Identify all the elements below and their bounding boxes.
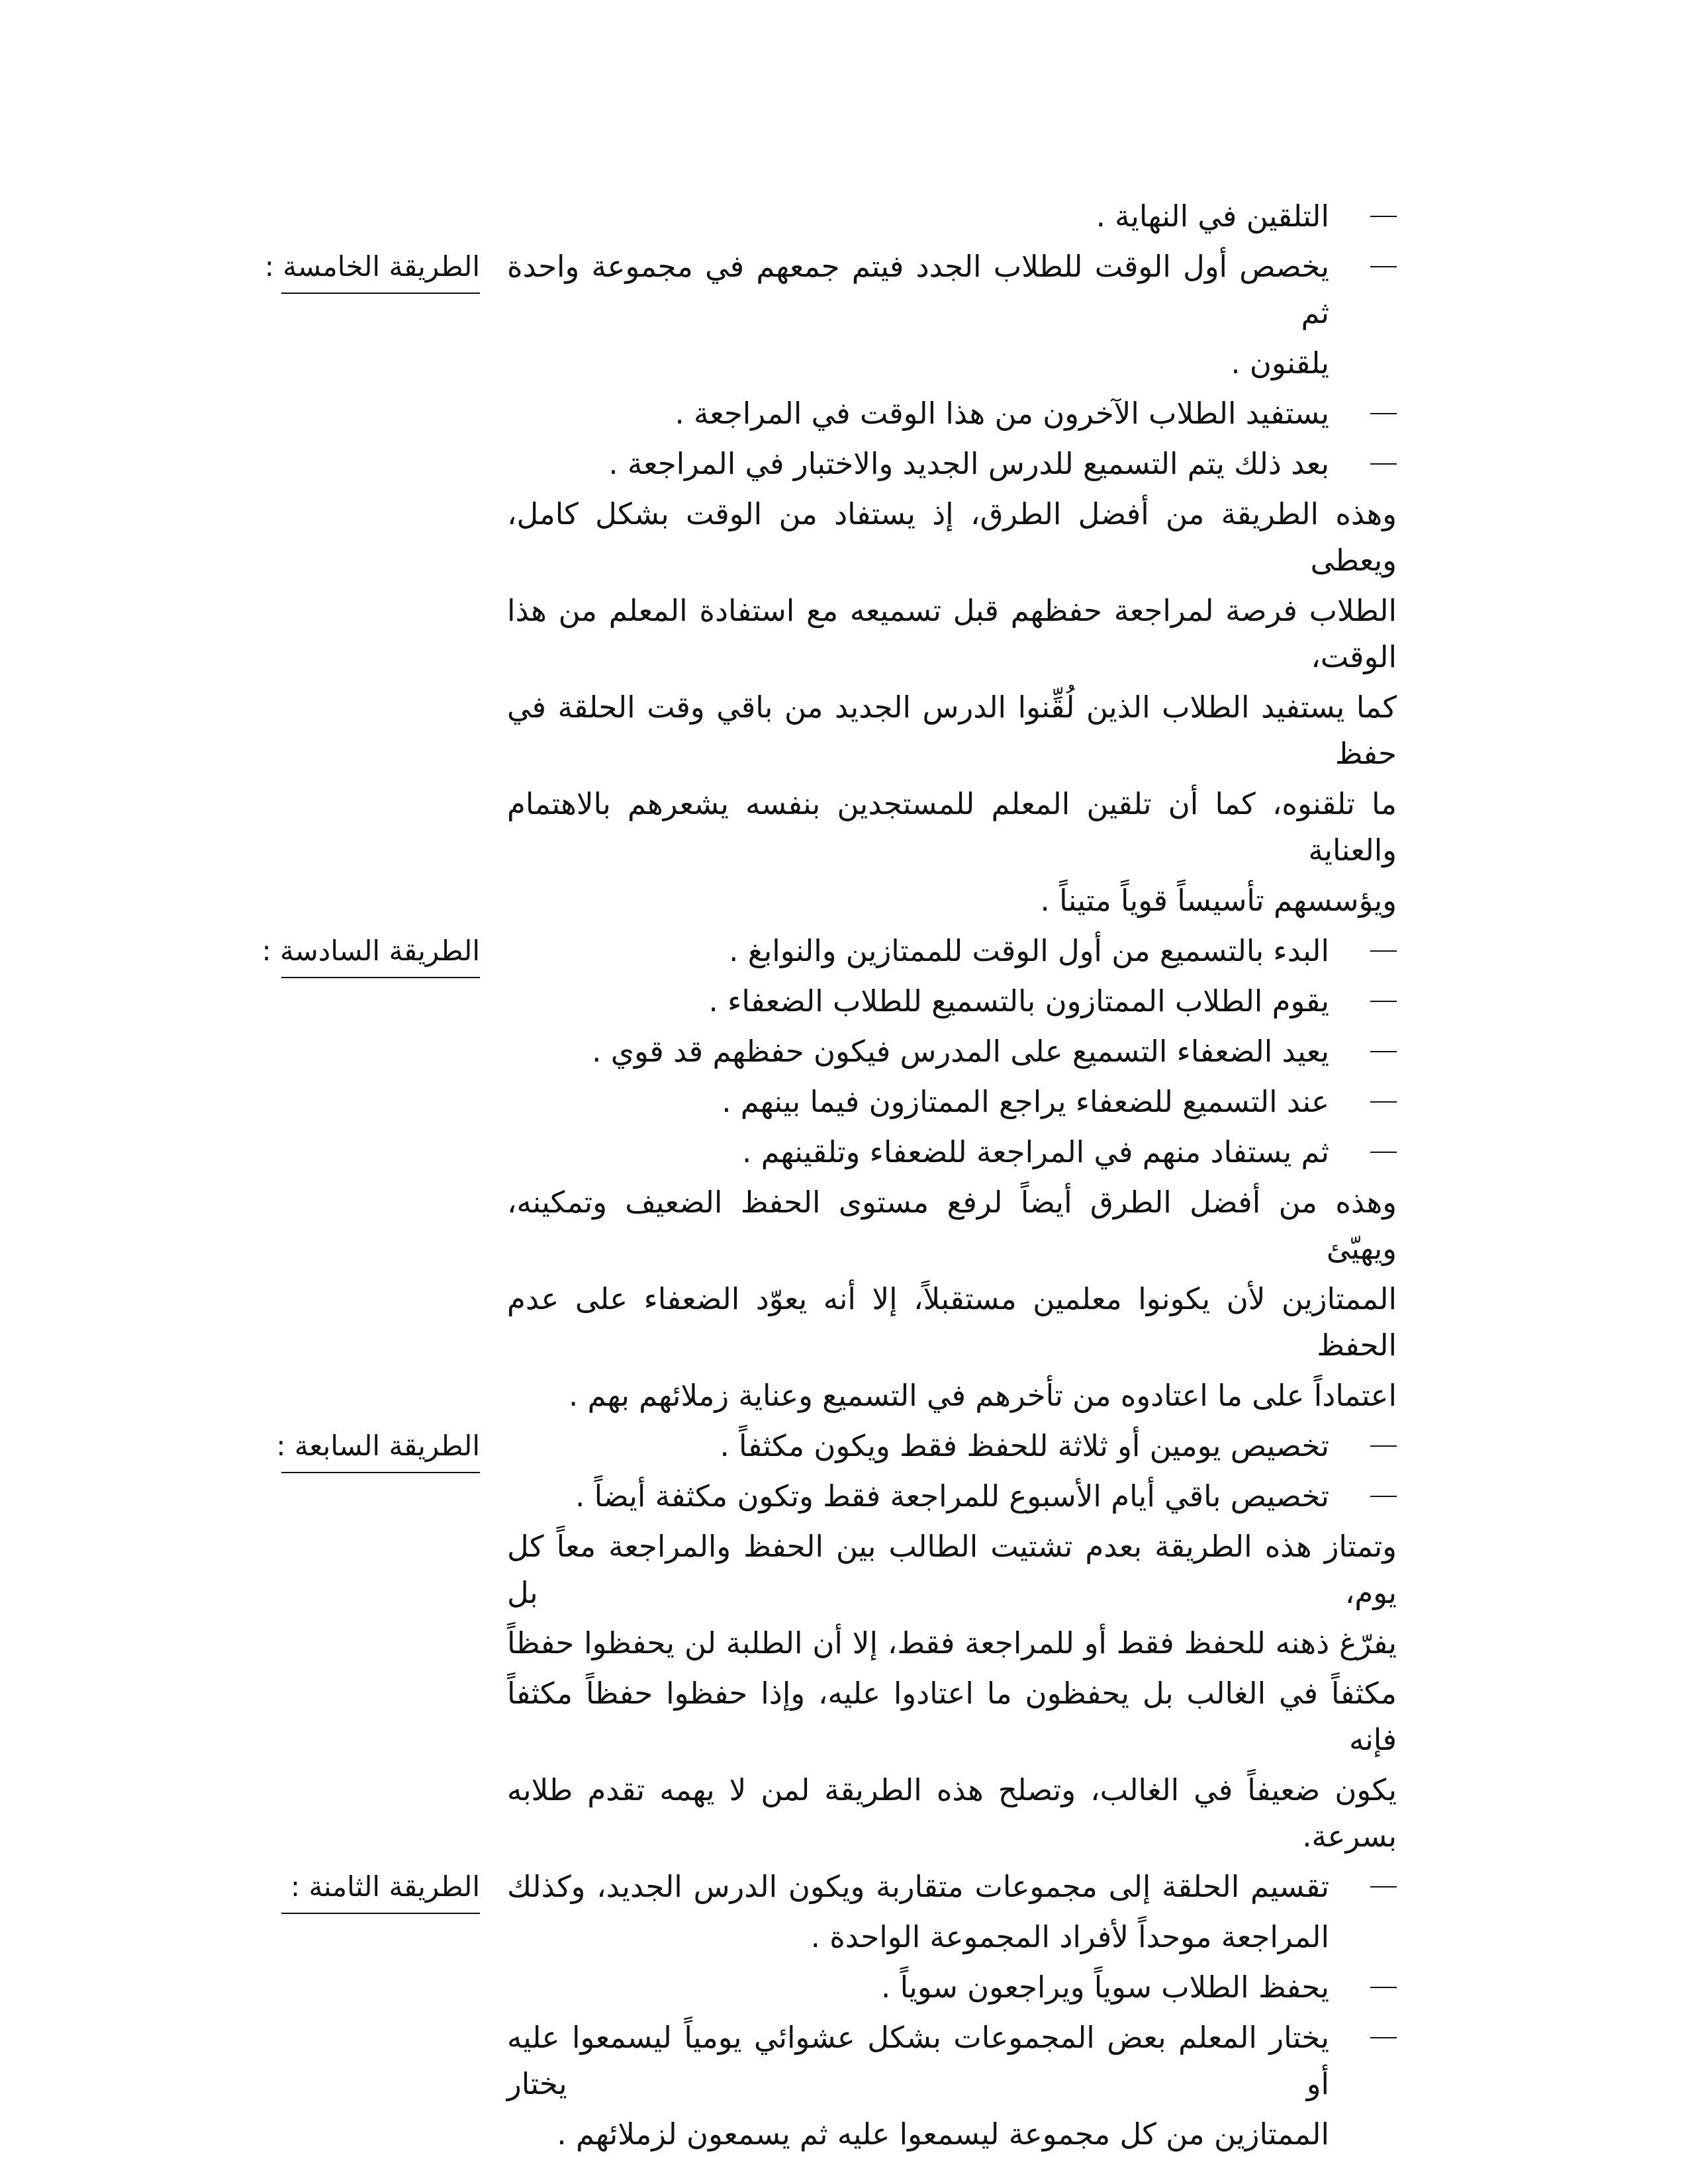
dash-bullet-icon xyxy=(1370,1987,1397,1988)
bullet-item xyxy=(290,1864,1397,1910)
paragraph-line xyxy=(507,1276,1397,1369)
bullet-item xyxy=(507,978,1397,1024)
bullet-text: يعيد الضعفاء التسميع على المدرس فيكون حفظهم قد قوي . xyxy=(592,1034,1329,1069)
bullet-item xyxy=(507,2015,1397,2107)
dash-bullet-icon xyxy=(1370,463,1397,465)
paragraph-line xyxy=(507,588,1397,680)
paragraph-text: مكثفاً في الغالب بل يحفظون ما اعتادوا عليه، وإذا حفظوا حفظاً مكثفاً فإنه xyxy=(507,1676,1397,1757)
paragraph-text: وهذه الطريقة من أفضل الطرق، إذ يستفاد من الوقت بشكل كامل، ويعطى xyxy=(507,496,1397,578)
paragraph-text: وتمتاز هذه الطريقة بعدم تشتيت الطالب بين الحفظ والمراجعة معاً كل يوم، بل xyxy=(507,1529,1397,1610)
paragraph-line xyxy=(507,1373,1397,1419)
bullet-text: ثم يستفاد منهم في المراجعة للضعفاء وتلقينهم . xyxy=(741,1134,1329,1169)
bullet-text: يختار المعلم بعض المجموعات بشكل عشوائي يومياً ليسمعوا عليه أو يختار xyxy=(507,2020,1329,2101)
paragraph-line xyxy=(507,684,1397,777)
paragraph-text: يكون ضعيفاً في الغالب، وتصلح هذه الطريقة لمن لا يهمه تقدم طلابه بسرعة. xyxy=(507,1772,1397,1854)
paragraph-text: اعتماداً على ما اعتادوه من تأخرهم في التسميع وعناية زملائهم بهم . xyxy=(569,1378,1397,1413)
paragraph-line xyxy=(507,781,1397,874)
dash-bullet-icon xyxy=(1370,950,1397,952)
bullet-text: تقسيم الحلقة إلى مجموعات متقاربة ويكون الدرس الجديد، وكذلك xyxy=(507,1869,1329,1904)
paragraph-text: ما تلقنوه، كما أن تلقين المعلم للمستجدين بنفسه يشعرهم بالاهتمام والعناية xyxy=(507,786,1397,868)
bullet-item xyxy=(507,1964,1397,2011)
bullet-text: تخصيص يومين أو ثلاثة للحفظ فقط ويكون مكثفاً . xyxy=(720,1428,1329,1463)
paragraph-text: يفرّغ ذهنه للحفظ فقط أو للمراجعة فقط، إلا أن الطلبة لن يحفظوا حفظاً xyxy=(507,1625,1397,1661)
bullet-item xyxy=(507,1079,1397,1125)
heading-underline xyxy=(281,293,480,294)
bullet-text: البدء بالتسميع من أول الوقت للممتازين والنوابغ . xyxy=(729,933,1329,968)
bullet-text: المراجعة موحداً لأفراد المجموعة الواحدة . xyxy=(810,1919,1329,1954)
paragraph-line xyxy=(507,1620,1397,1666)
dash-bullet-icon xyxy=(1370,2037,1397,2038)
bullet-item xyxy=(264,244,1397,336)
paragraph-text: ويؤسسهم تأسيساً قوياً متيناً . xyxy=(1040,883,1397,918)
paragraph-text: وهذه من أفضل الطرق أيضاً لرفع مستوى الحفظ الضعيف وتمكينه، ويهيّئ xyxy=(507,1185,1397,1266)
paragraph-text: الطلاب فرصة لمراجعة حفظهم قبل تسميعه مع استفادة المعلم من هذا الوقت، xyxy=(507,593,1397,674)
bullet-item xyxy=(276,1423,1397,1469)
bullet-item xyxy=(507,1028,1397,1075)
paragraph-line xyxy=(507,1767,1397,1860)
paragraph-text: كما يستفيد الطلاب الذين لُقِّنوا الدرس الجديد من باقي وقت الحلقة في حفظ xyxy=(507,690,1397,771)
method-heading: الطريقة السابعة : xyxy=(276,1430,480,1462)
heading-underline xyxy=(281,977,480,978)
bullet-text: تخصيص باقي أيام الأسبوع للمراجعة فقط وتكون مكثفة أيضاً . xyxy=(575,1479,1329,1514)
bullet-text: التلقين في النهاية . xyxy=(1096,199,1329,234)
dash-bullet-icon xyxy=(1370,216,1397,217)
paragraph-line xyxy=(507,1524,1397,1616)
bullet-item xyxy=(507,1473,1397,1520)
bullet-text: يخصص أول الوقت للطلاب الجدد فيتم جمعهم في مجموعة واحدة ثم xyxy=(507,249,1329,330)
bullet-text: يقوم الطلاب الممتازون بالتسميع للطلاب الضعفاء . xyxy=(708,983,1329,1019)
paragraph-line xyxy=(507,1670,1397,1763)
document-page xyxy=(261,193,1397,2161)
bullet-item xyxy=(507,441,1397,487)
bullet-text: يستفيد الطلاب الآخرون من هذا الوقت في المراجعة . xyxy=(675,396,1329,431)
method-heading: الطريقة الثامنة : xyxy=(290,1870,480,1903)
bullet-continuation xyxy=(507,1914,1397,1960)
bullet-item xyxy=(507,390,1397,437)
dash-bullet-icon xyxy=(1370,1496,1397,1497)
dash-bullet-icon xyxy=(1370,413,1397,414)
paragraph-line xyxy=(507,1179,1397,1272)
dash-bullet-icon xyxy=(1370,1445,1397,1447)
bullet-text: بعد ذلك يتم التسميع للدرس الجديد والاختبار في المراجعة . xyxy=(608,446,1329,481)
paragraph-text: الممتازين لأن يكونوا معلمين مستقبلاً، إلا أنه يعوّد الضعفاء على عدم الحفظ xyxy=(507,1281,1397,1363)
bullet-text: يحفظ الطلاب سوياً ويراجعون سوياً . xyxy=(881,1970,1329,2005)
dash-bullet-icon xyxy=(1370,1152,1397,1153)
method-heading: الطريقة الخامسة : xyxy=(264,250,480,283)
bullet-item xyxy=(261,928,1397,974)
bullet-item xyxy=(507,193,1397,240)
bullet-text: الممتازين من كل مجموعة ليسمعوا عليه ثم يسمعون لزملائهم . xyxy=(557,2116,1329,2152)
paragraph-line xyxy=(507,491,1397,584)
bullet-continuation xyxy=(507,2111,1397,2158)
dash-bullet-icon xyxy=(1370,266,1397,267)
dash-bullet-icon xyxy=(1370,1001,1397,1002)
paragraph-line xyxy=(507,878,1397,924)
dash-bullet-icon xyxy=(1370,1101,1397,1103)
bullet-text: عند التسميع للضعفاء يراجع الممتازون فيما بينهم . xyxy=(722,1084,1329,1119)
dash-bullet-icon xyxy=(1370,1886,1397,1888)
heading-underline xyxy=(281,1472,480,1473)
dash-bullet-icon xyxy=(1370,1051,1397,1052)
bullet-continuation xyxy=(507,340,1397,387)
heading-underline xyxy=(281,1913,480,1914)
bullet-text: يلقنون . xyxy=(1231,345,1329,381)
bullet-item xyxy=(507,1129,1397,1175)
method-heading: الطريقة السادسة : xyxy=(261,934,480,967)
